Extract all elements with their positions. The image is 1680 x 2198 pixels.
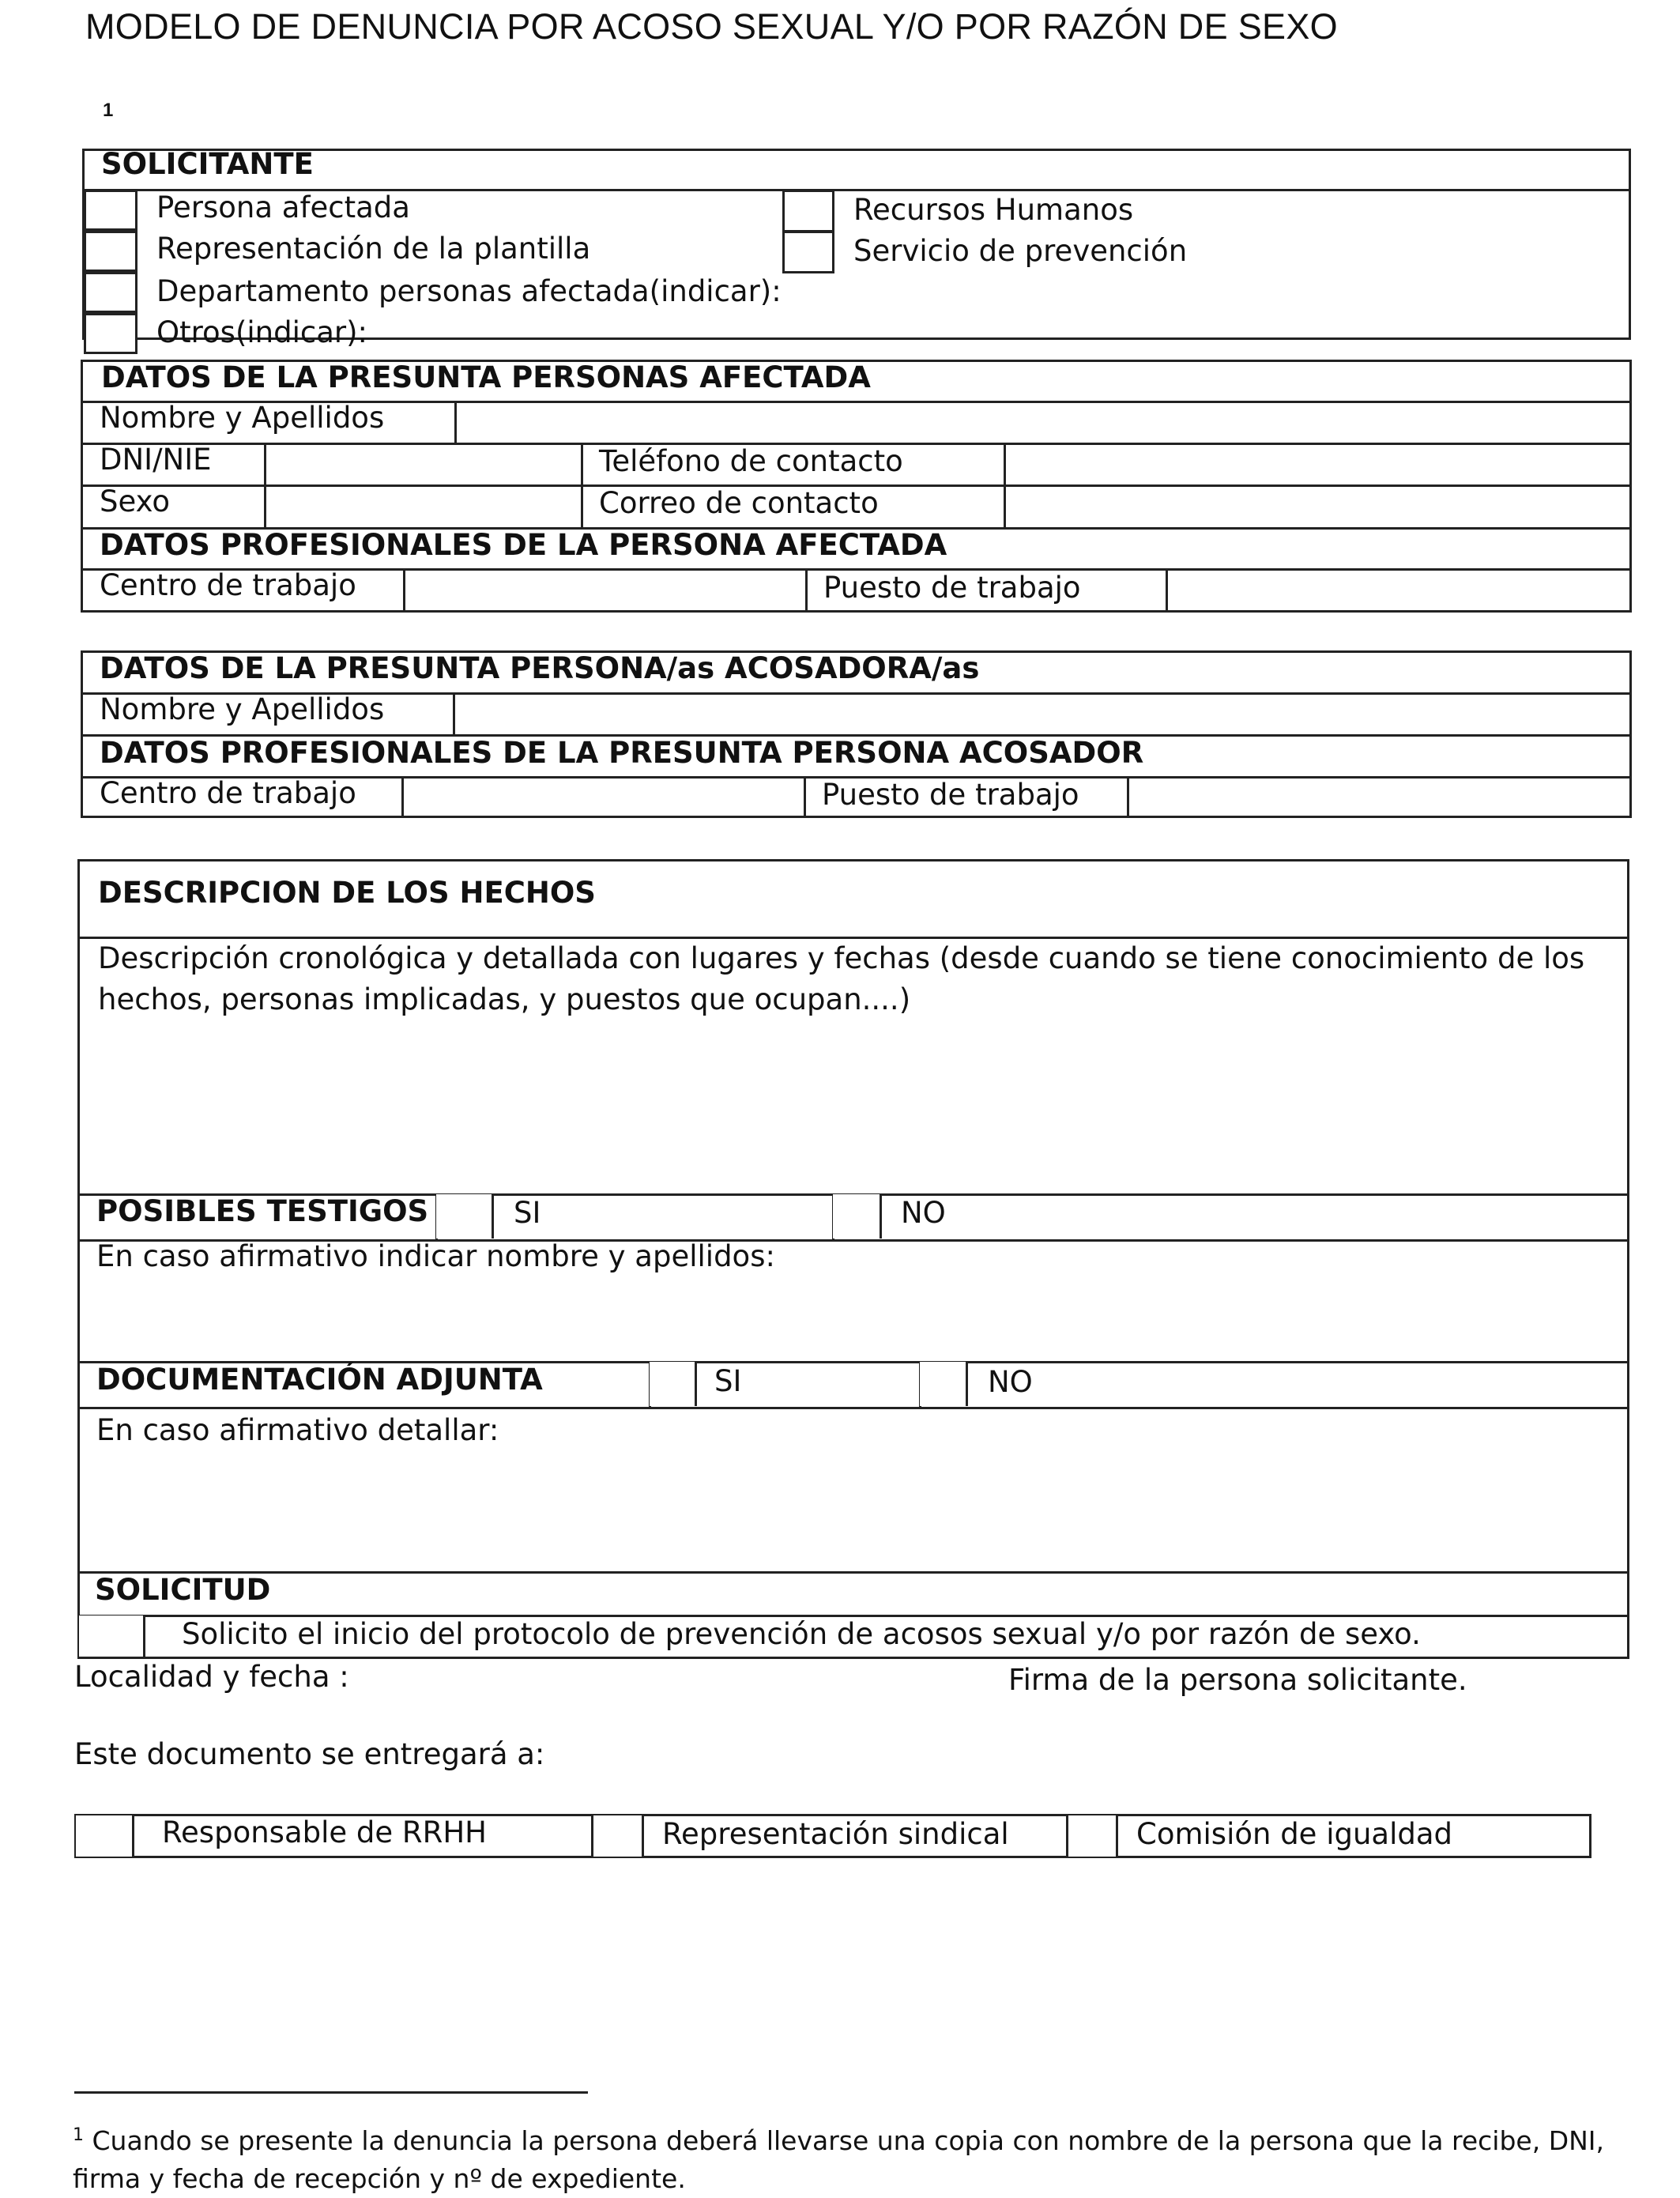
input-descripcion-hechos[interactable] (80, 1027, 1627, 1192)
checkbox-testigos-no[interactable] (833, 1194, 882, 1238)
solicitud-texto: Solicito el inicio del protocolo de prevención de acosos sexual y/o por razón de sexo. (182, 1617, 1421, 1651)
input-correo[interactable] (1006, 486, 1629, 526)
entrega-label: Este documento se entregará a: (74, 1737, 545, 1771)
input-puesto-acosadora[interactable] (1129, 778, 1629, 816)
label-puesto-afectada: Puesto de trabajo (823, 571, 1081, 605)
footnote-mark: 1 (73, 2125, 84, 2145)
solicitante-header: SOLICITANTE (101, 147, 314, 181)
option-recursos-humanos: Recursos Humanos (853, 193, 1134, 227)
input-documentacion-detalle[interactable] (80, 1454, 1627, 1570)
solicitud-header: SOLICITUD (95, 1573, 271, 1607)
col-divider (804, 776, 806, 816)
input-testigos-nombres[interactable] (80, 1280, 1627, 1359)
input-dni[interactable] (266, 444, 579, 484)
label-correo: Correo de contacto (599, 486, 879, 520)
label-sexo: Sexo (100, 484, 170, 518)
option-comision-igualdad: Comisión de igualdad (1136, 1817, 1453, 1851)
localidad-fecha-label: Localidad y fecha : (74, 1660, 349, 1694)
checkbox-departamento[interactable] (84, 272, 137, 313)
footnote-separator (74, 2091, 588, 2094)
label-centro-acosadora: Centro de trabajo (100, 776, 356, 810)
hechos-header: DESCRIPCION DE LOS HECHOS (98, 876, 596, 910)
checkbox-responsable-rrhh[interactable] (76, 1815, 134, 1857)
input-centro-acosadora[interactable] (404, 778, 804, 816)
footnote (73, 2117, 1622, 2198)
checkbox-documentacion-no[interactable] (920, 1362, 968, 1406)
checkbox-recursos-humanos[interactable] (782, 190, 834, 232)
testigos-detalle: En caso afirmativo indicar nombre y apellidos: (96, 1239, 775, 1273)
option-responsable-rrhh: Responsable de RRHH (162, 1815, 487, 1849)
row-divider (77, 1407, 1629, 1409)
input-telefono[interactable] (1006, 444, 1629, 484)
label-documentacion-no: NO (988, 1365, 1033, 1399)
checkbox-testigos-si[interactable] (436, 1194, 494, 1238)
hechos-descripcion: Descripción cronológica y detallada con lugares y fechas (desde cuando se tiene conocimiento de los hechos, personas implicadas, y puestos que ocupan....) (98, 941, 1585, 1016)
checkbox-representacion-sindical[interactable] (593, 1815, 644, 1857)
page-title: MODELO DE DENUNCIA POR ACOSO SEXUAL Y/O POR RAZÓN DE SEXO (85, 6, 1338, 47)
checkbox-solicitud[interactable] (79, 1616, 145, 1657)
label-nombre-afectada: Nombre y Apellidos (100, 401, 385, 435)
input-centro-afectada[interactable] (405, 570, 805, 610)
option-representacion-sindical: Representación sindical (662, 1817, 1009, 1851)
input-nombre-acosadora[interactable] (455, 694, 1629, 733)
option-servicio-prevencion: Servicio de prevención (853, 234, 1188, 268)
label-testigos-no: NO (901, 1196, 946, 1230)
label-nombre-acosadora: Nombre y Apellidos (100, 692, 385, 726)
checkbox-documentacion-si[interactable] (650, 1362, 697, 1406)
label-dni: DNI/NIE (100, 443, 212, 477)
documentacion-header: DOCUMENTACIÓN ADJUNTA (96, 1363, 543, 1397)
testigos-header: POSIBLES TESTIGOS (96, 1194, 429, 1228)
option-representacion-plantilla: Representación de la plantilla (156, 232, 591, 266)
input-puesto-afectada[interactable] (1168, 570, 1629, 610)
acosadora-header: DATOS DE LA PRESUNTA PERSONA/as ACOSADORA/as (100, 651, 980, 685)
label-documentacion-si: SI (714, 1364, 742, 1398)
footnote-reference: 1 (103, 100, 114, 121)
afectada-header: DATOS DE LA PRESUNTA PERSONAS AFECTADA (101, 360, 871, 394)
documentacion-detalle: En caso afirmativo detallar: (96, 1413, 499, 1447)
label-puesto-acosadora: Puesto de trabajo (822, 778, 1079, 812)
checkbox-persona-afectada[interactable] (84, 190, 137, 231)
label-testigos-si: SI (514, 1196, 541, 1230)
label-centro-afectada: Centro de trabajo (100, 568, 356, 602)
row-divider (77, 1571, 1629, 1574)
input-nombre-afectada[interactable] (457, 402, 1629, 443)
firma-label: Firma de la persona solicitante. (1008, 1663, 1467, 1697)
checkbox-comision-igualdad[interactable] (1068, 1815, 1118, 1857)
option-otros: Otros(indicar): (156, 315, 368, 349)
checkbox-servicio-prevencion[interactable] (782, 231, 834, 273)
option-departamento: Departamento personas afectada(indicar): (156, 274, 782, 308)
footnote-text: Cuando se presente la denuncia la persona deberá llevarse una copia con nombre de la persona que la recibe, DNI, firma y fecha de recepción y nº de expediente. (73, 2125, 1605, 2194)
profesionales-afectada-header: DATOS PROFESIONALES DE LA PERSONA AFECTADA (100, 528, 947, 562)
input-sexo[interactable] (266, 486, 579, 526)
col-divider (805, 568, 808, 611)
profesionales-acosadora-header: DATOS PROFESIONALES DE LA PRESUNTA PERSONA ACOSADOR (100, 736, 1144, 770)
checkbox-representacion-plantilla[interactable] (84, 231, 137, 272)
label-telefono: Teléfono de contacto (599, 444, 903, 478)
option-persona-afectada: Persona afectada (156, 190, 410, 224)
checkbox-otros[interactable] (84, 313, 137, 354)
